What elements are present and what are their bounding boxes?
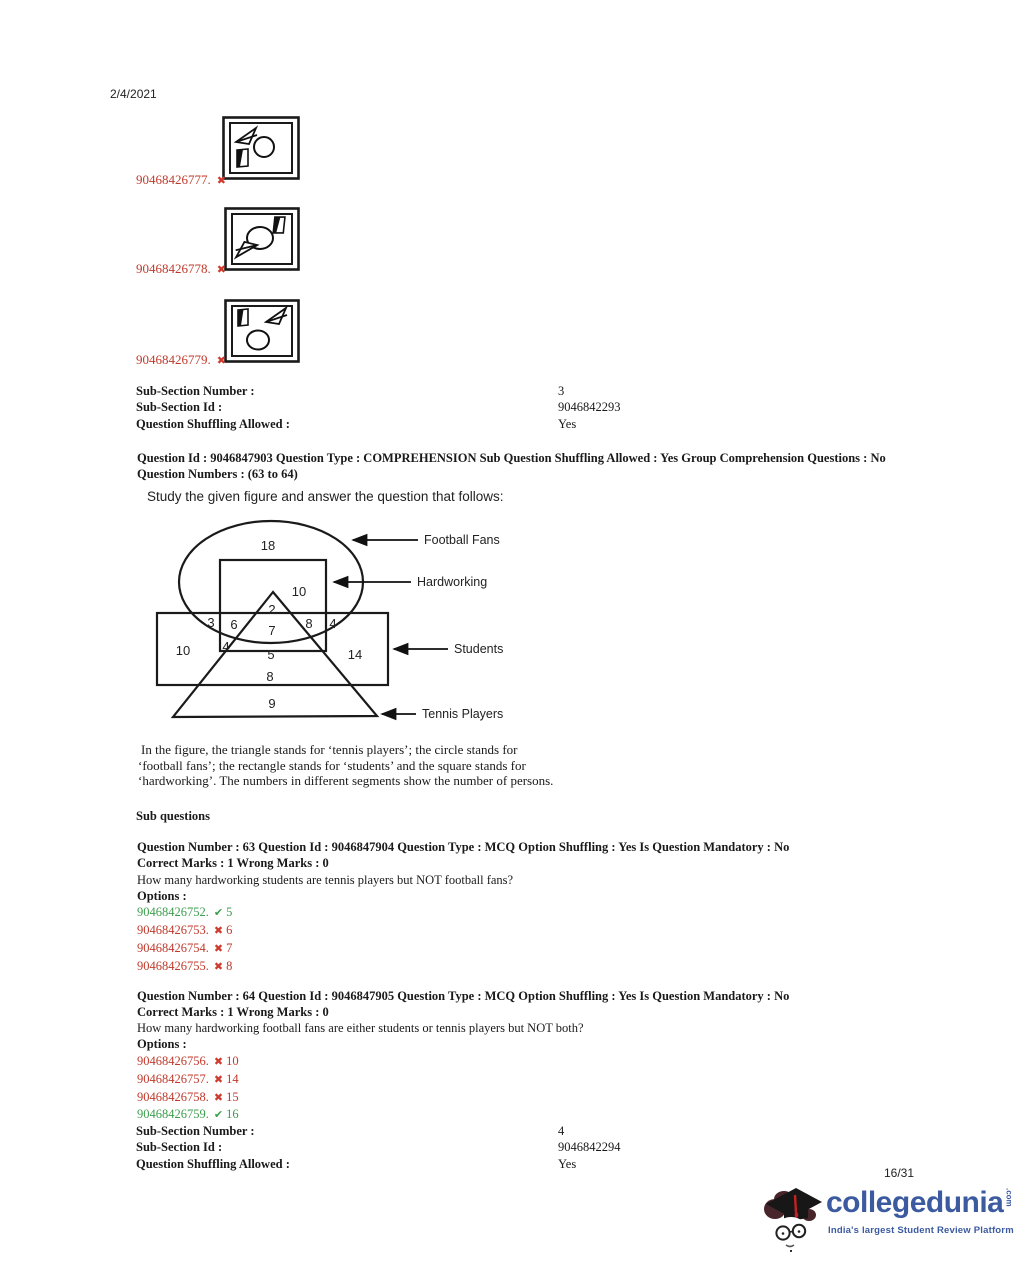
subsection-value: 9046842293 <box>558 400 621 414</box>
half-filled-rect-shape <box>237 149 248 167</box>
option-id: 90468426757. <box>137 1072 209 1086</box>
option-row <box>136 261 226 277</box>
q64-option-row <box>137 1090 239 1105</box>
option-id: 90468426754. <box>137 941 209 955</box>
q63-option-row <box>137 905 232 920</box>
triangle-label: Tennis Players <box>422 707 504 721</box>
q64-option-row <box>137 1072 239 1087</box>
wrong-icon: ✖ <box>216 263 226 276</box>
segment-count: 4 <box>329 616 337 631</box>
page-date: 2/4/2021 <box>110 87 157 101</box>
comprehension-intro: Study the given figure and answer the question that follows: <box>147 489 504 504</box>
q63-header-line2: Correct Marks : 1 Wrong Marks : 0 <box>137 856 329 870</box>
q64-option-row <box>137 1107 239 1122</box>
sub-questions-heading: Sub questions <box>136 809 210 823</box>
dart-shape <box>235 241 257 259</box>
segment-count: 8 <box>305 616 313 631</box>
brand-tagline: India's largest Student Review Platform <box>828 1225 1014 1236</box>
question-header-line1: Question Id : 9046847903 Question Type : COMPREHENSION Sub Question Shuffling Allowed : Yes Group Comprehension Questions : No <box>137 451 886 465</box>
circle-label: Football Fans <box>424 533 500 547</box>
option-id: 90468426778. <box>136 261 211 276</box>
q64-question-text: How many hardworking football fans are either students or tennis players but NOT both? <box>137 1021 584 1035</box>
half-filled-rect-shape <box>238 309 248 326</box>
option-id: 90468426759. <box>137 1107 209 1121</box>
brand-wordmark: collegedunia <box>826 1186 1004 1219</box>
option-value: 6 <box>226 923 233 937</box>
segment-count: 10 <box>291 584 307 599</box>
segment-count: 18 <box>260 538 276 553</box>
q63-question-text: How many hardworking students are tennis players but NOT football fans? <box>137 873 514 887</box>
rectangle-label: Students <box>454 642 504 656</box>
option-id: 90468426756. <box>137 1054 209 1068</box>
option-value: 10 <box>226 1054 239 1068</box>
option-value: 15 <box>226 1090 239 1104</box>
q63-option-row <box>137 959 232 974</box>
wrong-icon: ✖ <box>213 942 224 955</box>
option-id: 90468426752. <box>137 905 209 919</box>
segment-count: 3 <box>207 615 215 630</box>
collegedunia-logo <box>760 1180 1020 1260</box>
subsection-value: Yes <box>558 417 577 431</box>
segment-count: 14 <box>347 647 363 662</box>
subsection-label: Question Shuffling Allowed : <box>136 1157 290 1171</box>
question-header-line2: Question Numbers : (63 to 64) <box>137 467 298 481</box>
option-figure-3 <box>224 299 300 368</box>
option-id: 90468426758. <box>137 1090 209 1104</box>
segment-count: 4 <box>222 639 230 654</box>
subsection-label: Sub-Section Number : <box>136 1124 255 1138</box>
correct-icon: ✔ <box>213 1108 224 1121</box>
q64-header-line2: Correct Marks : 1 Wrong Marks : 0 <box>137 1005 329 1019</box>
circle-shape <box>247 331 269 350</box>
wrong-icon: ✖ <box>213 924 224 937</box>
wrong-icon: ✖ <box>213 1073 224 1086</box>
wrong-icon: ✖ <box>213 1091 224 1104</box>
subsection-label: Sub-Section Number : <box>136 384 255 398</box>
dart-shape <box>266 308 287 324</box>
venn-diagram <box>140 508 610 753</box>
wrong-icon: ✖ <box>213 960 224 973</box>
segment-count: 10 <box>175 643 191 658</box>
option-id: 90468426755. <box>137 959 209 973</box>
q64-option-row <box>137 1054 239 1069</box>
segment-count: 6 <box>230 617 238 632</box>
segment-count: 5 <box>267 647 275 662</box>
page-number: 16/31 <box>884 1166 915 1180</box>
segment-count: 8 <box>266 669 274 684</box>
wrong-icon: ✖ <box>216 174 226 187</box>
option-value: 7 <box>226 941 233 955</box>
option-id: 90468426777. <box>136 172 211 187</box>
figure-description: In the figure, the triangle stands for ‘tennis players’; the circle stands for ‘football fans’; the rectangle stands for ‘students’ and the square stands for ‘hardworking’. The numbers in different segments show the number of persons. <box>138 742 554 789</box>
q64-header-line1: Question Number : 64 Question Id : 9046847905 Question Type : MCQ Option Shuffling : Yes Is Question Mandatory : No <box>137 989 790 1003</box>
q64-options-label: Options : <box>137 1037 187 1051</box>
q63-header-line1: Question Number : 63 Question Id : 9046847904 Question Type : MCQ Option Shuffling : Yes Is Question Mandatory : No <box>137 840 790 854</box>
subsection-value: 4 <box>558 1124 565 1138</box>
wrong-icon: ✖ <box>216 354 226 367</box>
q63-options-label: Options : <box>137 889 187 903</box>
option-id: 90468426753. <box>137 923 209 937</box>
segment-count: 7 <box>268 623 276 638</box>
option-value: 14 <box>226 1072 239 1086</box>
option-value: 8 <box>226 959 233 973</box>
subsection-label: Sub-Section Id : <box>136 400 223 414</box>
option-id: 90468426779. <box>136 352 211 367</box>
circle-shape <box>254 137 274 157</box>
collegedunia-mascot-icon <box>760 1182 826 1254</box>
subsection-label: Question Shuffling Allowed : <box>136 417 290 431</box>
segment-count: 2 <box>268 602 276 617</box>
correct-icon: ✔ <box>213 906 224 919</box>
q63-option-row <box>137 923 232 938</box>
option-value: 16 <box>226 1107 239 1121</box>
subsection-value: 9046842294 <box>558 1140 621 1154</box>
subsection-label: Sub-Section Id : <box>136 1140 223 1154</box>
wrong-icon: ✖ <box>213 1055 224 1068</box>
square-label: Hardworking <box>417 575 488 589</box>
option-figure-2 <box>224 207 300 276</box>
subsection-value: Yes <box>558 1157 577 1171</box>
option-row <box>136 352 226 368</box>
segment-count: 9 <box>268 696 276 711</box>
option-value: 5 <box>226 905 233 919</box>
option-figure-1 <box>222 116 300 186</box>
q63-option-row <box>137 941 232 956</box>
dart-shape <box>236 128 257 144</box>
subsection-value: 3 <box>558 384 565 398</box>
half-filled-rect-shape <box>273 216 285 234</box>
brand-tld: .com <box>1004 1188 1014 1207</box>
option-row <box>136 172 226 188</box>
